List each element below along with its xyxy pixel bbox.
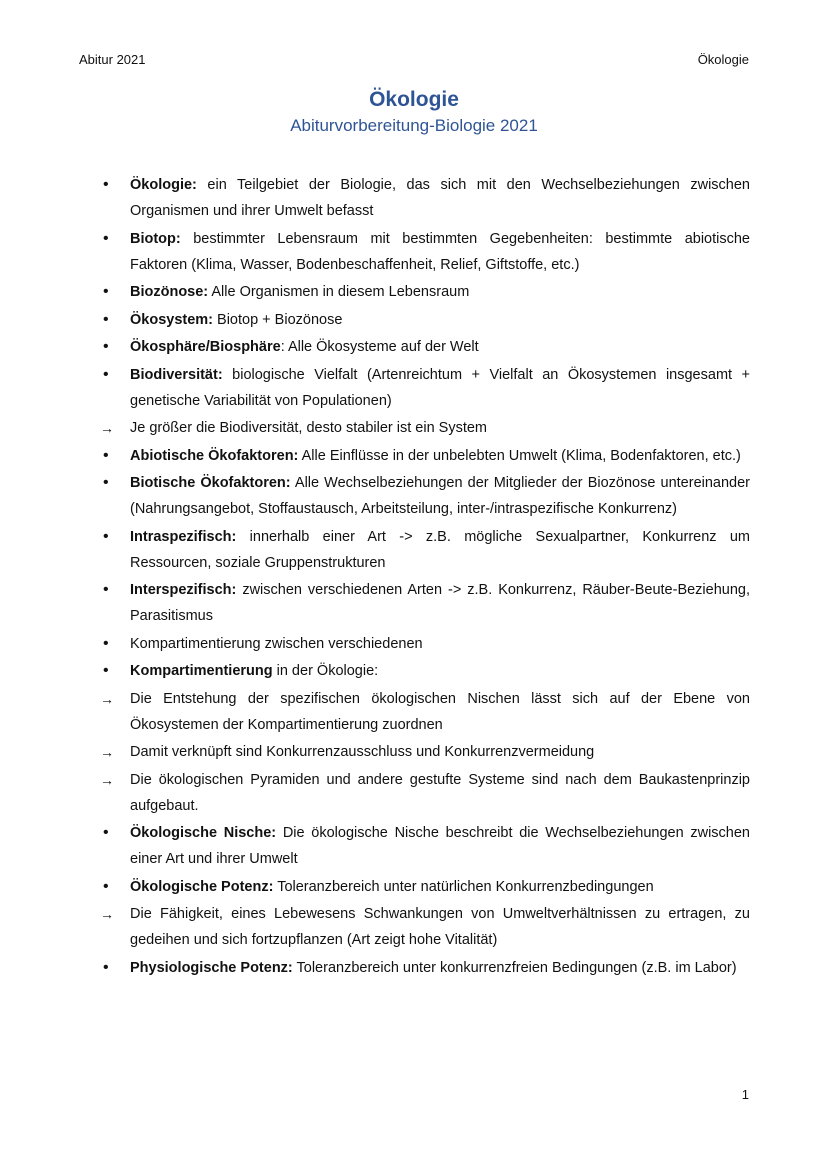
bullet-icon: • xyxy=(103,634,109,652)
item-term: Interspezifisch: xyxy=(130,582,237,598)
item-term: Biozönose: xyxy=(130,284,209,300)
bullet-icon: • xyxy=(103,474,109,491)
bullet-icon: • xyxy=(103,877,109,895)
item-term: Physiologische Potenz: xyxy=(130,959,293,976)
arrow-icon: → xyxy=(100,906,114,922)
item-text: in der Ökologie: xyxy=(272,663,379,679)
item-text: Alle Organismen in diesem Lebensraum xyxy=(208,284,470,300)
item-text: Alle Wechselbeziehungen der Mitglieder der Biozönose untereinander (Nahrungsangebot, Stoffaustausch, Arbeitsteilung, inter-/intraspezifische Konkurrenz) xyxy=(130,475,751,517)
bullet-list-item xyxy=(100,524,750,576)
page-header-right: Ökologie xyxy=(697,52,749,67)
arrow-icon: → xyxy=(100,690,114,707)
item-text: Damit verknüpft sind Konkurrenzausschluss und Konkurrenzvermeidung xyxy=(130,744,595,760)
bullet-list-item xyxy=(100,334,750,360)
bullet-icon: • xyxy=(103,958,109,976)
arrow-icon: → xyxy=(100,744,114,760)
bullet-list-item xyxy=(100,470,750,522)
bullet-icon: • xyxy=(103,176,109,193)
bullet-icon: • xyxy=(103,527,109,545)
item-text: Die Entstehung der spezifischen ökologischen Nischen lässt sich auf der Ebene von Ökosystemen der Kompartimentierung zuordnen xyxy=(130,690,750,733)
item-term: Kompartimentierung xyxy=(130,663,273,679)
bullet-icon: • xyxy=(103,662,109,679)
document-subtitle: Abiturvorbereitung-Biologie 2021 xyxy=(290,116,538,135)
bullet-list-item xyxy=(100,362,750,414)
arrow-list-item xyxy=(100,686,750,738)
item-text: : Alle Ökosysteme auf der Welt xyxy=(280,339,479,355)
bullet-icon: • xyxy=(103,283,109,300)
bullet-icon: • xyxy=(103,310,109,328)
item-term: Biotische Ökofaktoren: xyxy=(130,475,291,491)
item-term: Biotop: xyxy=(130,230,181,247)
item-term: Intraspezifisch: xyxy=(130,528,237,545)
item-text: Je größer die Biodiversität, desto stabiler ist ein System xyxy=(130,420,488,436)
item-text: Die ökologischen Pyramiden und andere gestufte Systeme sind nach dem Baukastenprinzip aufgebaut. xyxy=(130,771,750,814)
bullet-icon: • xyxy=(103,338,109,355)
page-number: 1 xyxy=(741,1087,749,1102)
arrow-list-item xyxy=(100,739,750,765)
bullet-icon: • xyxy=(103,365,109,383)
bullet-list-item xyxy=(100,443,750,469)
item-text: biologische Vielfalt (Artenreichtum + Vielfalt an Ökosystemen insgesamt + genetische Variabilität von Populationen) xyxy=(130,366,750,409)
arrow-list-item xyxy=(100,415,750,441)
bullet-icon: • xyxy=(103,229,109,247)
item-text: Die ökologische Nische beschreibt die Wechselbeziehungen zwischen einer Art und ihrer Umwelt xyxy=(130,825,750,867)
item-text: bestimmter Lebensraum mit bestimmten Gegebenheiten: bestimmte abiotische Faktoren (Klima, Wasser, Bodenbeschaffenheit, Relief, Giftstoffe, etc.) xyxy=(130,230,750,273)
item-text: innerhalb einer Art -> z.B. mögliche Sexualpartner, Konkurrenz um Ressourcen, soziale Gruppenstrukturen xyxy=(130,528,750,571)
arrow-list-item xyxy=(100,901,750,953)
page-header-left: Abitur 2021 xyxy=(79,52,146,67)
item-text: Alle Einflüsse in der unbelebten Umwelt (Klima, Bodenfaktoren, etc.) xyxy=(298,447,741,464)
item-term: Abiotische Ökofaktoren: xyxy=(130,447,299,464)
bullet-list-item xyxy=(100,577,750,629)
bullet-list-item xyxy=(100,307,750,333)
bullet-list-item xyxy=(100,631,750,657)
item-text: Toleranzbereich unter konkurrenzfreien Bedingungen (z.B. im Labor) xyxy=(292,959,737,976)
bullet-list-item xyxy=(100,820,750,872)
item-text: Kompartimentierung zwischen verschiedenen xyxy=(130,635,423,652)
bullet-icon: • xyxy=(103,581,109,598)
arrow-icon: → xyxy=(100,420,114,436)
item-text: zwischen verschiedenen Arten -> z.B. Konkurrenz, Räuber-Beute-Beziehung, Parasitismus xyxy=(130,582,750,624)
item-term: Ökologische Potenz: xyxy=(130,878,274,895)
bullet-list-item xyxy=(100,874,750,900)
bullet-icon: • xyxy=(103,446,109,464)
item-term: Biodiversität: xyxy=(130,366,223,383)
item-text: Die Fähigkeit, eines Lebewesens Schwankungen von Umweltverhältnissen zu ertragen, zu gedeihen und sich fortzupflanzen (Art zeigt hohe Vitalität) xyxy=(130,906,750,948)
item-term: Ökologie: xyxy=(130,177,197,193)
item-term: Ökosystem: xyxy=(130,311,214,328)
bullet-icon: • xyxy=(103,824,109,841)
definition-list xyxy=(100,172,750,982)
item-text: Toleranzbereich unter natürlichen Konkurrenzbedingungen xyxy=(273,878,654,895)
arrow-icon: → xyxy=(100,771,114,788)
bullet-list-item xyxy=(100,172,750,224)
arrow-list-item xyxy=(100,767,750,819)
item-text: ein Teilgebiet der Biologie, das sich mit den Wechselbeziehungen zwischen Organismen und ihrer Umwelt befasst xyxy=(130,177,750,219)
item-term: Ökosphäre/Biosphäre xyxy=(130,339,281,355)
item-term: Ökologische Nische: xyxy=(130,825,277,841)
bullet-list-item xyxy=(100,279,750,305)
bullet-list-item xyxy=(100,955,750,981)
bullet-list-item xyxy=(100,658,750,684)
bullet-list-item xyxy=(100,226,750,278)
item-text: Biotop + Biozönose xyxy=(213,311,343,328)
document-title: Ökologie xyxy=(369,88,459,111)
